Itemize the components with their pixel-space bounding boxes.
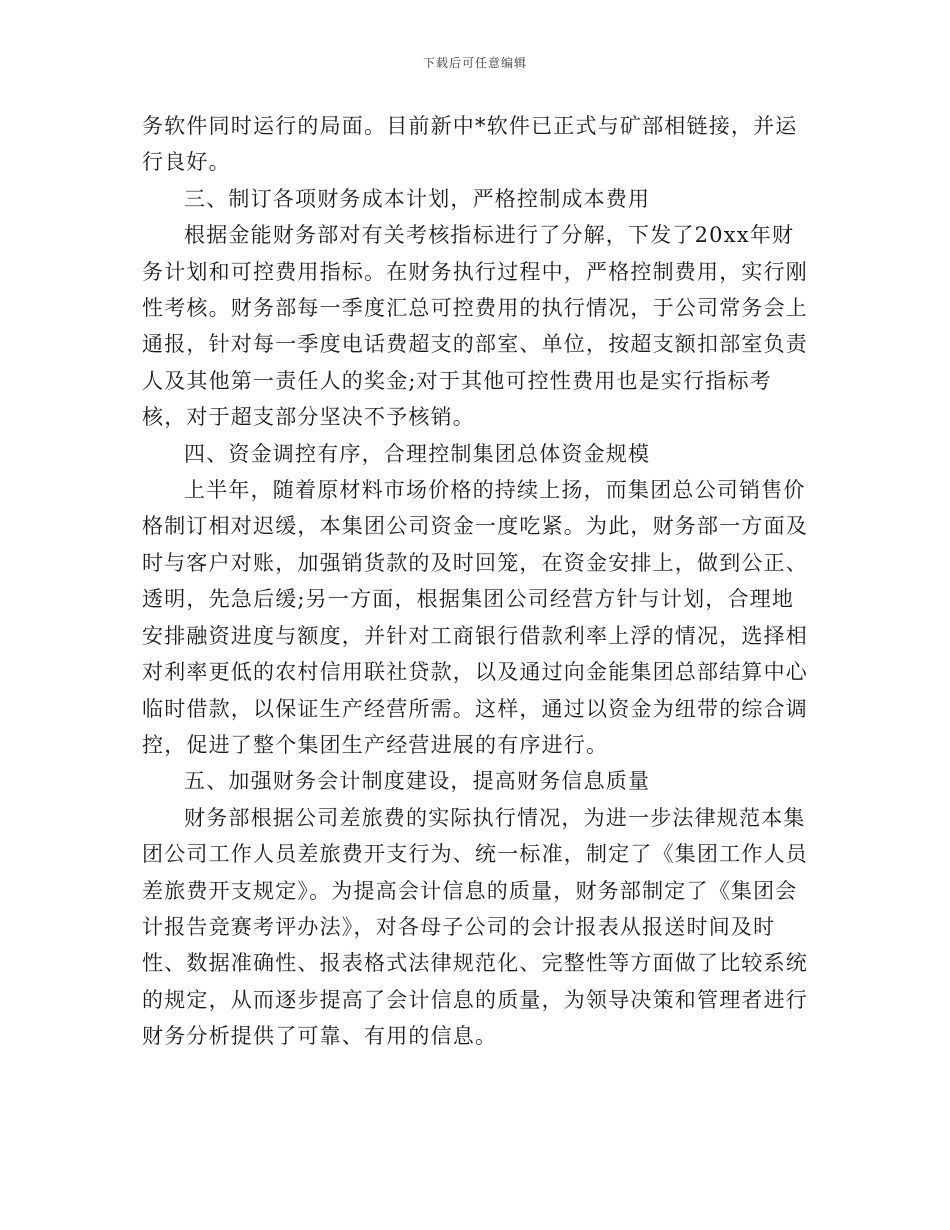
page-header: 下载后可任意编辑 — [422, 56, 527, 70]
paragraph-section-5: 财务部根据公司差旅费的实际执行情况，为进一步法律规范本集团公司工作人员差旅费开支行为、统一标准，制定了《集团工作人员差旅费开支规定》。为提高会计信息的质量，财务部制定了《集团会计报告竞赛考评办法》，对各母子公司的会计报表从报送时间及时性、数据准确性、报表格式法律规范化、完整性等方面做了比较系统的规定，从而逐步提高了会计信息的质量，为领导决策和管理者进行财务分析提供了可靠、有用的信息。 — [142, 805, 808, 1049]
section-heading-5: 五、加强财务会计制度建设，提高财务信息质量 — [184, 769, 651, 794]
paragraph-section-4: 上半年，随着原材料市场价格的持续上扬，而集团总公司销售价格制订相对迟缓，本集团公司资金一度吃紧。为此，财务部一方面及时与客户对账，加强销货款的及时回笼，在资金安排上，做到公正、透明，先急后缓;另一方面，根据集团公司经营方针与计划，合理地安排融资进度与额度，并针对工商银行借款利率上浮的情况，选择相对利率更低的农村信用联社贷款，以及通过向金能集团总部结算中心临时借款，以保证生产经营所需。这样，通过以资金为纽带的综合调控，促进了整个集团生产经营进展的有序进行。 — [142, 478, 808, 757]
paragraph-continuation: 务软件同时运行的局面。目前新中*软件已正式与矿部相链接，并运行良好。 — [142, 114, 798, 175]
section-heading-4: 四、资金调控有序，合理控制集团总体资金规模 — [184, 441, 651, 466]
section-heading-3: 三、制订各项财务成本计划，严格控制成本费用 — [184, 186, 651, 211]
document-body — [142, 108, 808, 1055]
paragraph-section-3: 根据金能财务部对有关考核指标进行了分解，下发了20xx年财务计划和可控费用指标。在财务执行过程中，严格控制费用，实行刚性考核。财务部每一季度汇总可控费用的执行情况，于公司常务会上通报，针对每一季度电话费超支的部室、单位，按超支额扣部室负责人及其他第一责任人的奖金;对于其他可控性费用也是实行指标考核，对于超支部分坚决不予核销。 — [142, 223, 808, 430]
